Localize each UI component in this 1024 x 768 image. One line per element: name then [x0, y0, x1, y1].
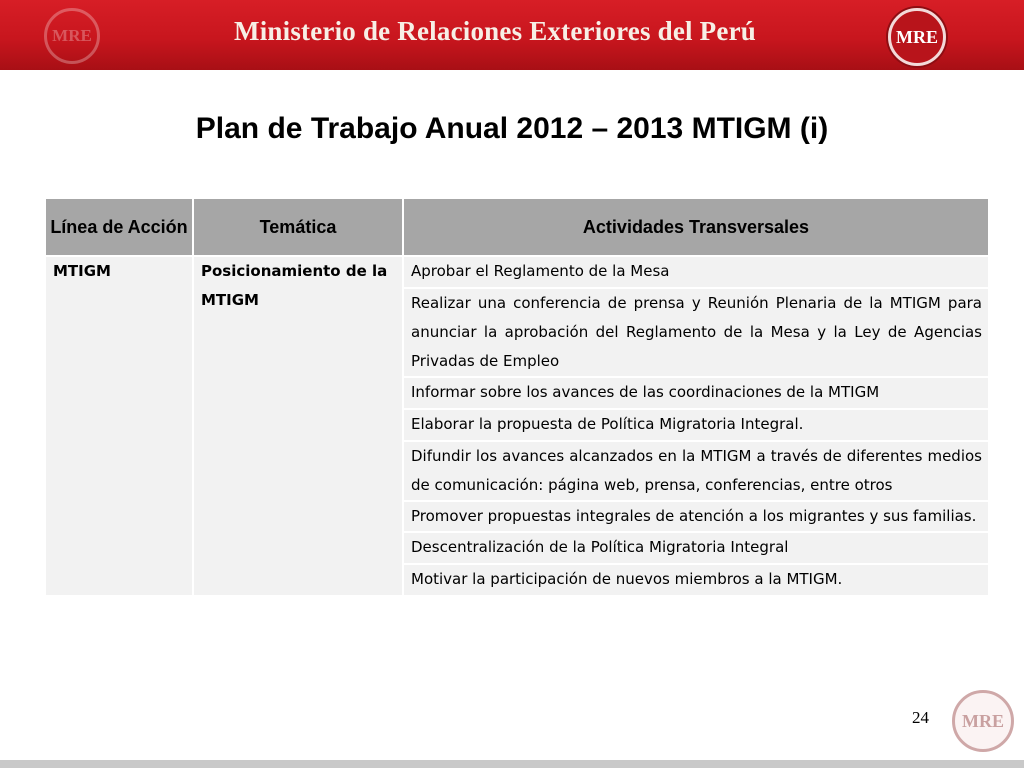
- table-row: [45, 256, 989, 288]
- activity-cell: Descentralización de la Política Migratoria Integral: [403, 532, 989, 564]
- tematica-cell: Posicionamiento de la MTIGM: [193, 256, 403, 596]
- mre-seal-icon: MRE: [44, 8, 100, 64]
- header-actividades: Actividades Transversales: [403, 198, 989, 256]
- activity-cell: Motivar la participación de nuevos miembros a la MTIGM.: [403, 564, 989, 596]
- header-tematica: Temática: [193, 198, 403, 256]
- header-banner: [0, 0, 1024, 70]
- activities-table: [44, 197, 990, 597]
- activity-cell: Informar sobre los avances de las coordinaciones de la MTIGM: [403, 377, 989, 409]
- page-number: 24: [912, 708, 929, 727]
- activity-cell: Promover propuestas integrales de atención a los migrantes y sus familias.: [403, 501, 989, 532]
- ministry-title: Ministerio de Relaciones Exteriores del Perú: [234, 16, 756, 46]
- activity-cell: Difundir los avances alcanzados en la MTIGM a través de diferentes medios de comunicación: página web, prensa, conferencias, entre otros: [403, 441, 989, 501]
- mre-logo-icon: MRE: [888, 8, 946, 66]
- mre-footer-seal-icon: MRE: [952, 690, 1014, 752]
- table-header-row: [45, 198, 989, 256]
- footer-divider: [0, 760, 1024, 768]
- page-title: Plan de Trabajo Anual 2012 – 2013 MTIGM (i): [195, 112, 829, 145]
- header-linea-de-accion: Línea de Acción: [45, 198, 193, 256]
- activity-cell: Aprobar el Reglamento de la Mesa: [403, 256, 989, 288]
- linea-cell: MTIGM: [45, 256, 193, 596]
- activity-cell: Realizar una conferencia de prensa y Reunión Plenaria de la MTIGM para anunciar la aprobación del Reglamento de la Mesa y la Ley de Agencias Privadas de Empleo: [403, 288, 989, 377]
- activity-cell: Elaborar la propuesta de Política Migratoria Integral.: [403, 409, 989, 441]
